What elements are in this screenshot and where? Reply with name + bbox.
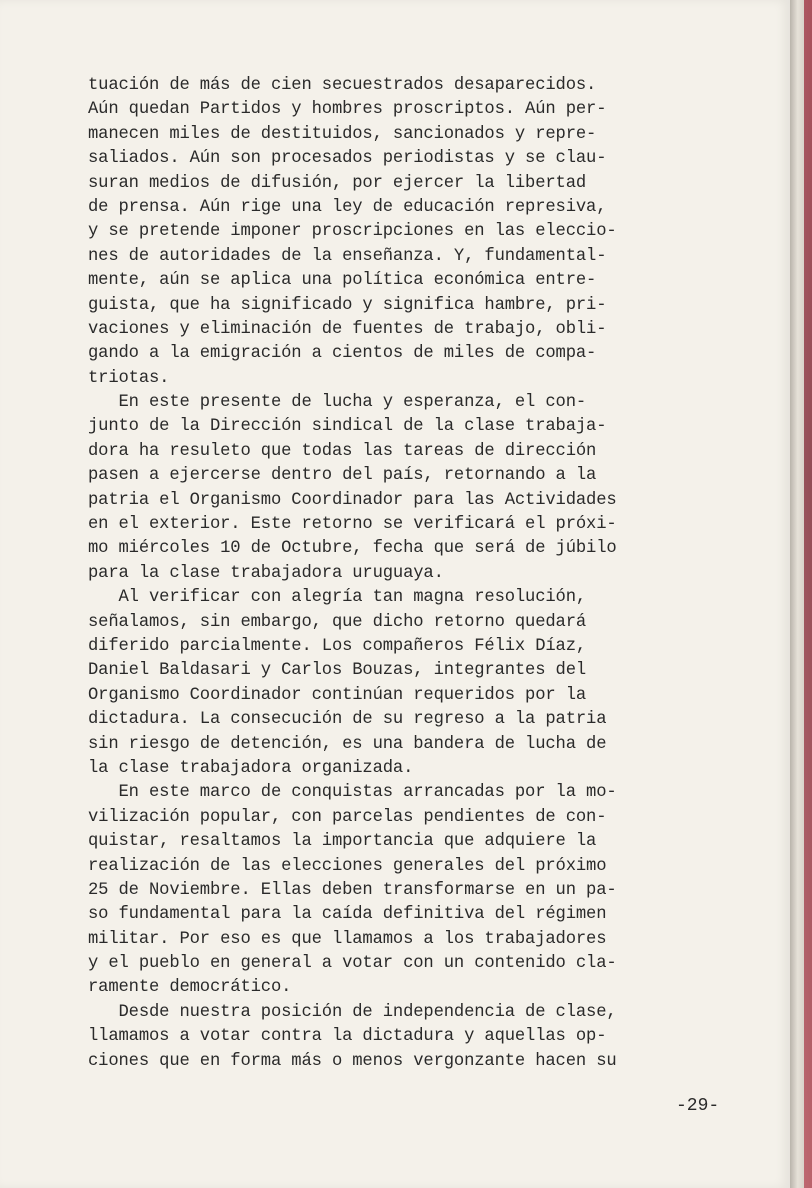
text-line: llamamos a votar contra la dictadura y aquellas op- <box>88 1027 607 1047</box>
text-line: 25 de Noviembre. Ellas deben transformarse en un pa- <box>88 880 617 900</box>
text-line: tuación de más de cien secuestrados desaparecidos. <box>88 76 597 95</box>
text-line: en el exterior. Este retorno se verificará el próxi- <box>88 515 617 535</box>
page-edge <box>790 0 812 1188</box>
text-line: vilización popular, con parcelas pendientes de con- <box>88 807 607 827</box>
text-line: Desde nuestra posición de independencia de clase, <box>88 1002 617 1022</box>
text-line: realización de las elecciones generales del próximo <box>88 856 607 876</box>
text-line: vaciones y eliminación de fuentes de trabajo, obli- <box>88 319 607 339</box>
text-line: En este presente de lucha y esperanza, el con- <box>88 393 587 413</box>
text-line: y se pretende imponer proscripciones en las eleccio- <box>88 222 617 242</box>
text-line: ramente democrático. <box>88 978 292 998</box>
text-line: so fundamental para la caída definitiva del régimen <box>88 905 607 925</box>
text-line: junto de la Dirección sindical de la clase trabaja- <box>88 417 607 437</box>
text-line: En este marco de conquistas arrancadas por la mo- <box>88 783 617 803</box>
text-line: dora ha resuleto que todas las tareas de dirección <box>88 441 597 461</box>
text-line: ciones que en forma más o menos vergonzante hacen su <box>88 1051 617 1071</box>
body-text <box>88 74 713 1074</box>
paragraph <box>88 781 713 1001</box>
paragraph <box>88 391 713 586</box>
text-line: Al verificar con alegría tan magna resolución, <box>88 588 587 608</box>
binding-edge <box>804 0 812 1188</box>
text-line: mente, aún se aplica una política económica entre- <box>88 271 597 291</box>
text-line: suran medios de difusión, por ejercer la libertad <box>88 173 587 193</box>
text-line: pasen a ejercerse dentro del país, retornando a la <box>88 466 597 486</box>
text-line: Organismo Coordinador continúan requeridos por la <box>88 685 587 705</box>
text-line: militar. Por eso es que llamamos a los trabajadores <box>88 929 607 949</box>
text-line: para la clase trabajadora uruguaya. <box>88 563 444 583</box>
page-number: -29- <box>676 1096 720 1116</box>
text-line: manecen miles de destituidos, sancionados y repre- <box>88 124 597 144</box>
paragraph <box>88 1001 713 1074</box>
text-line: quistar, resaltamos la importancia que adquiere la <box>88 832 597 852</box>
text-line: gando a la emigración a cientos de miles de compa- <box>88 344 597 364</box>
text-line: mo miércoles 10 de Octubre, fecha que será de júbilo <box>88 539 617 559</box>
text-line: señalamos, sin embargo, que dicho retorno quedará <box>88 612 587 632</box>
text-line: y el pueblo en general a votar con un contenido cla- <box>88 954 617 974</box>
text-line: guista, que ha significado y significa hambre, pri- <box>88 295 607 315</box>
paragraph <box>88 586 713 781</box>
text-line: dictadura. La consecución de su regreso a la patria <box>88 710 607 730</box>
text-line: triotas. <box>88 368 170 388</box>
paragraph <box>88 74 713 391</box>
text-line: de prensa. Aún rige una ley de educación represiva, <box>88 197 607 217</box>
text-line: sin riesgo de detención, es una bandera de lucha de <box>88 734 607 754</box>
text-line: patria el Organismo Coordinador para las Actividades <box>88 490 617 510</box>
text-line: Daniel Baldasari y Carlos Bouzas, integrantes del <box>88 661 587 681</box>
text-line: nes de autoridades de la enseñanza. Y, fundamental- <box>88 246 607 266</box>
text-line: saliados. Aún son procesados periodistas y se clau- <box>88 149 607 169</box>
text-line: Aún quedan Partidos y hombres proscriptos. Aún per- <box>88 100 607 120</box>
text-line: diferido parcialmente. Los compañeros Félix Díaz, <box>88 636 587 656</box>
text-line: la clase trabajadora organizada. <box>88 758 414 778</box>
